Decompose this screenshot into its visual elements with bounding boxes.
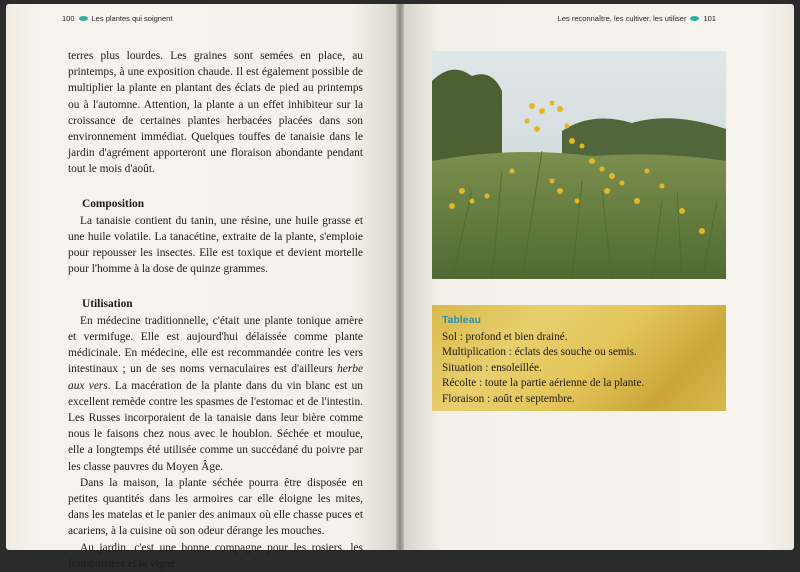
tableau-line: Sol : profond et bien drainé. — [442, 330, 568, 343]
intro-paragraph: terres plus lourdes. Les graines sont semées en place, au printemps, à une exposition chaude. Il est également possible de multiplier la plante en plantant des éclats de pied au printemps ou à l'automne. Attention, la plante a un effet inhibiteur sur la croissance de certaines plantes herbacées placées dans son environnement immédiat. Quelques touffes de tanaisie dans le jardin d'agrément apporteront une floraison abondante pendant tout le mois d'août. — [68, 50, 363, 176]
utilisation-text-before: En médecine traditionnelle, c'était une plante tonique amère et vermifuge. Elle est aujourd'hui délaissée comme plante médicinale. En médecine, elle est recommandée contre les vers intestinaux ; un de ses noms vernaculaires est d'ailleurs — [68, 314, 363, 376]
composition-paragraph: La tanaisie contient du tanin, une résine, une huile grasse et une huile volatile. La tanacétine, extraite de la plante, s'emploie pour repousser les insectes. Elle est toxique et devient mortelle pour l'homme à la dose de quinze grammes. — [68, 214, 363, 276]
utilisation-text-after: . La macération de la plante dans du vin blanc est un excellent remède contre les spasmes de l'estomac et de l'intestin. Les Russes incorporaient de la tanaisie dans leur bière comme nous le faisons chez nous avec le houblon. Séchée et moulue, elle a longtemps été utilisée comme un succédané du poivre par les classe pauvres du Moyen Âge. — [68, 379, 363, 473]
tableau-line: Floraison : août et septembre. — [442, 392, 575, 405]
right-running-head-title: Les reconnaître, les cultiver, les utiliser — [557, 14, 687, 23]
bullet-dot-icon — [79, 16, 88, 21]
utilisation-paragraph-3: Au jardin, c'est une bonne compagne pour les rosiers, les framboisiers et la vigne. — [68, 541, 363, 570]
tableau-line: Récolte : toute la partie aérienne de la plante. — [442, 377, 645, 390]
utilisation-heading: Utilisation — [82, 297, 133, 310]
tableau-line: Situation : ensoleillée. — [442, 361, 542, 374]
tableau-box — [432, 305, 726, 411]
right-running-head — [558, 14, 716, 23]
utilisation-italic-term: herbe aux vers — [68, 363, 363, 392]
utilisation-paragraph-1 — [68, 313, 363, 475]
tableau-title: Tableau — [442, 314, 481, 326]
book-gutter — [396, 4, 404, 550]
utilisation-paragraph-2: Dans la maison, la plante séchée pourra être disposée en petites quantités dans les armoires car elle éloigne les mites, dans les matelas et le panier des animaux où elle chasse puces et acariens, à la cuisine où son odeur dérange les mouches. — [68, 476, 363, 538]
tansy-flowers-photo — [432, 51, 726, 279]
left-page-number: 100 — [62, 14, 75, 23]
tableau-line: Multiplication : éclats des souche ou semis. — [442, 346, 637, 359]
left-running-head — [62, 14, 172, 23]
left-running-head-title: Les plantes qui soignent — [91, 14, 173, 23]
right-page-number: 101 — [703, 14, 716, 23]
composition-heading: Composition — [82, 197, 145, 210]
left-page-body — [68, 48, 363, 572]
bullet-dot-icon — [690, 16, 699, 21]
